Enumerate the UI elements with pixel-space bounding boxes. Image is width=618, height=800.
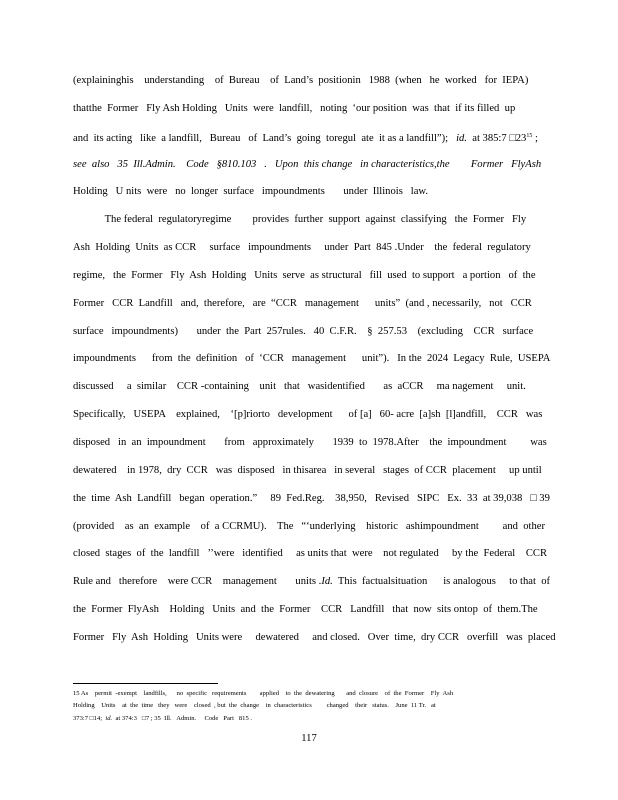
body-text — [73, 67, 556, 652]
page-number: 117 — [301, 733, 317, 744]
footnote-ref: 15 — [526, 132, 533, 139]
body-line: (explaininghis understanding of Bureau of Land’s positionin 1988 (when he worked for IEPA) — [73, 75, 529, 86]
body-line-text: and its acting like a landfill, Bureau of Land’s going toregul ate it as a landfill”); — [73, 132, 449, 144]
box-glyph: □ — [530, 492, 537, 504]
footnote-line: 15 As permit -exempt landfills, no specific requirements applied to the dewatering and closure of the Former Fly Ash — [73, 690, 454, 697]
footnote-separator — [73, 683, 218, 684]
body-line: impoundments from the definition of ‘CCR management unit”). In the 2024 Legacy Rule, USEPA — [73, 353, 551, 365]
footnote-text: 373:7 — [73, 714, 90, 722]
body-line: disposed in an impoundment from approximately 1939 to 1978.After the impoundment was — [73, 436, 547, 448]
body-line: the Former FlyAsh Holding Units and the Former CCR Landfill that now sits ontop of them.The — [73, 604, 538, 616]
body-line: regime, the Former Fly Ash Holding Units serve as structural fill used to support a portion of the — [73, 269, 536, 281]
body-line: Former Fly Ash Holding Units were dewatered and closed. Over time, dry CCR overfill was placed — [73, 631, 556, 643]
box-glyph: □ — [89, 714, 94, 722]
line-end: 39 — [536, 492, 550, 504]
body-line-text: the time Ash Landfill began operation.” 89 Fed.Reg. 38,950, Revised SIPC Ex. 33 at 39,038 — [73, 492, 531, 504]
body-line: surface impoundments) under the Part 257rules. 40 C.F.R. § 257.53 (excluding CCR surface — [73, 325, 534, 337]
body-line — [73, 568, 551, 596]
body-line — [73, 151, 545, 179]
citation-italic: id. — [456, 132, 467, 144]
box-glyph: □ — [141, 714, 146, 722]
footnote-line — [73, 713, 545, 725]
footnote — [73, 688, 545, 725]
body-line: closed stages of the landfill ’’were identified as units that were not regulated by the Federal CCR — [73, 548, 548, 560]
body-line: Former CCR Landfill and, therefore, are “CCR management units” (and , necessarily, not CCR — [73, 297, 532, 309]
citation-text: This factualsituation is analogous to that of — [332, 576, 551, 588]
body-line: Holding U nits were no longer surface impoundments under Illinois law. — [73, 186, 429, 198]
body-line-text: Rule and therefore were CCR management units . — [73, 576, 322, 588]
body-line: The federal regulatoryregime provides further support against classifying the Former Fly — [73, 214, 527, 226]
footnote-text: at 374:3 — [112, 714, 142, 722]
citation-italic: Id. — [321, 576, 333, 588]
body-line — [73, 123, 545, 151]
body-line-text: see also 35 Ill.Admin. Code §810.103 . Upon this change in characteristics,the Former FlyAsh — [73, 158, 542, 170]
footnote-text: 7 ; 35 Ill. Admin. Code Part 815 . — [145, 714, 253, 722]
body-line: Ash Holding Units as CCR surface impoundments under Part 845 .Under the federal regulatory — [73, 242, 531, 254]
footnote-italic: id. — [105, 714, 113, 722]
citation-text: at 385:7 — [466, 132, 510, 144]
citation-pin: 23 — [515, 132, 527, 144]
body-line: discussed a similar CCR -containing unit that wasidentified as aCCR ma nagement unit. — [73, 381, 526, 393]
body-line: Specifically, USEPA explained, ‘[p]riorto development of [a] 60- acre [a]sh [l]andfill, CCR was — [73, 409, 543, 421]
footnote-text: 14; — [93, 714, 106, 722]
body-line: (provided as an example of a CCRMU). The “‘underlying historic ashimpoundment and other — [73, 520, 546, 532]
footnote-line: Holding Units at the time they were closed , but the change in characteristics changed their status. June 11 Tr. at — [73, 702, 436, 710]
citation-end: ; — [532, 132, 538, 144]
body-line: dewatered in 1978, dry CCR was disposed in thisarea in several stages of CCR placement up until — [73, 464, 542, 476]
box-glyph: □ — [509, 132, 516, 144]
body-line — [73, 485, 550, 513]
body-line: thatthe Former Fly Ash Holding Units were landfill, noting ‘our position was that if its filled up — [73, 102, 516, 114]
